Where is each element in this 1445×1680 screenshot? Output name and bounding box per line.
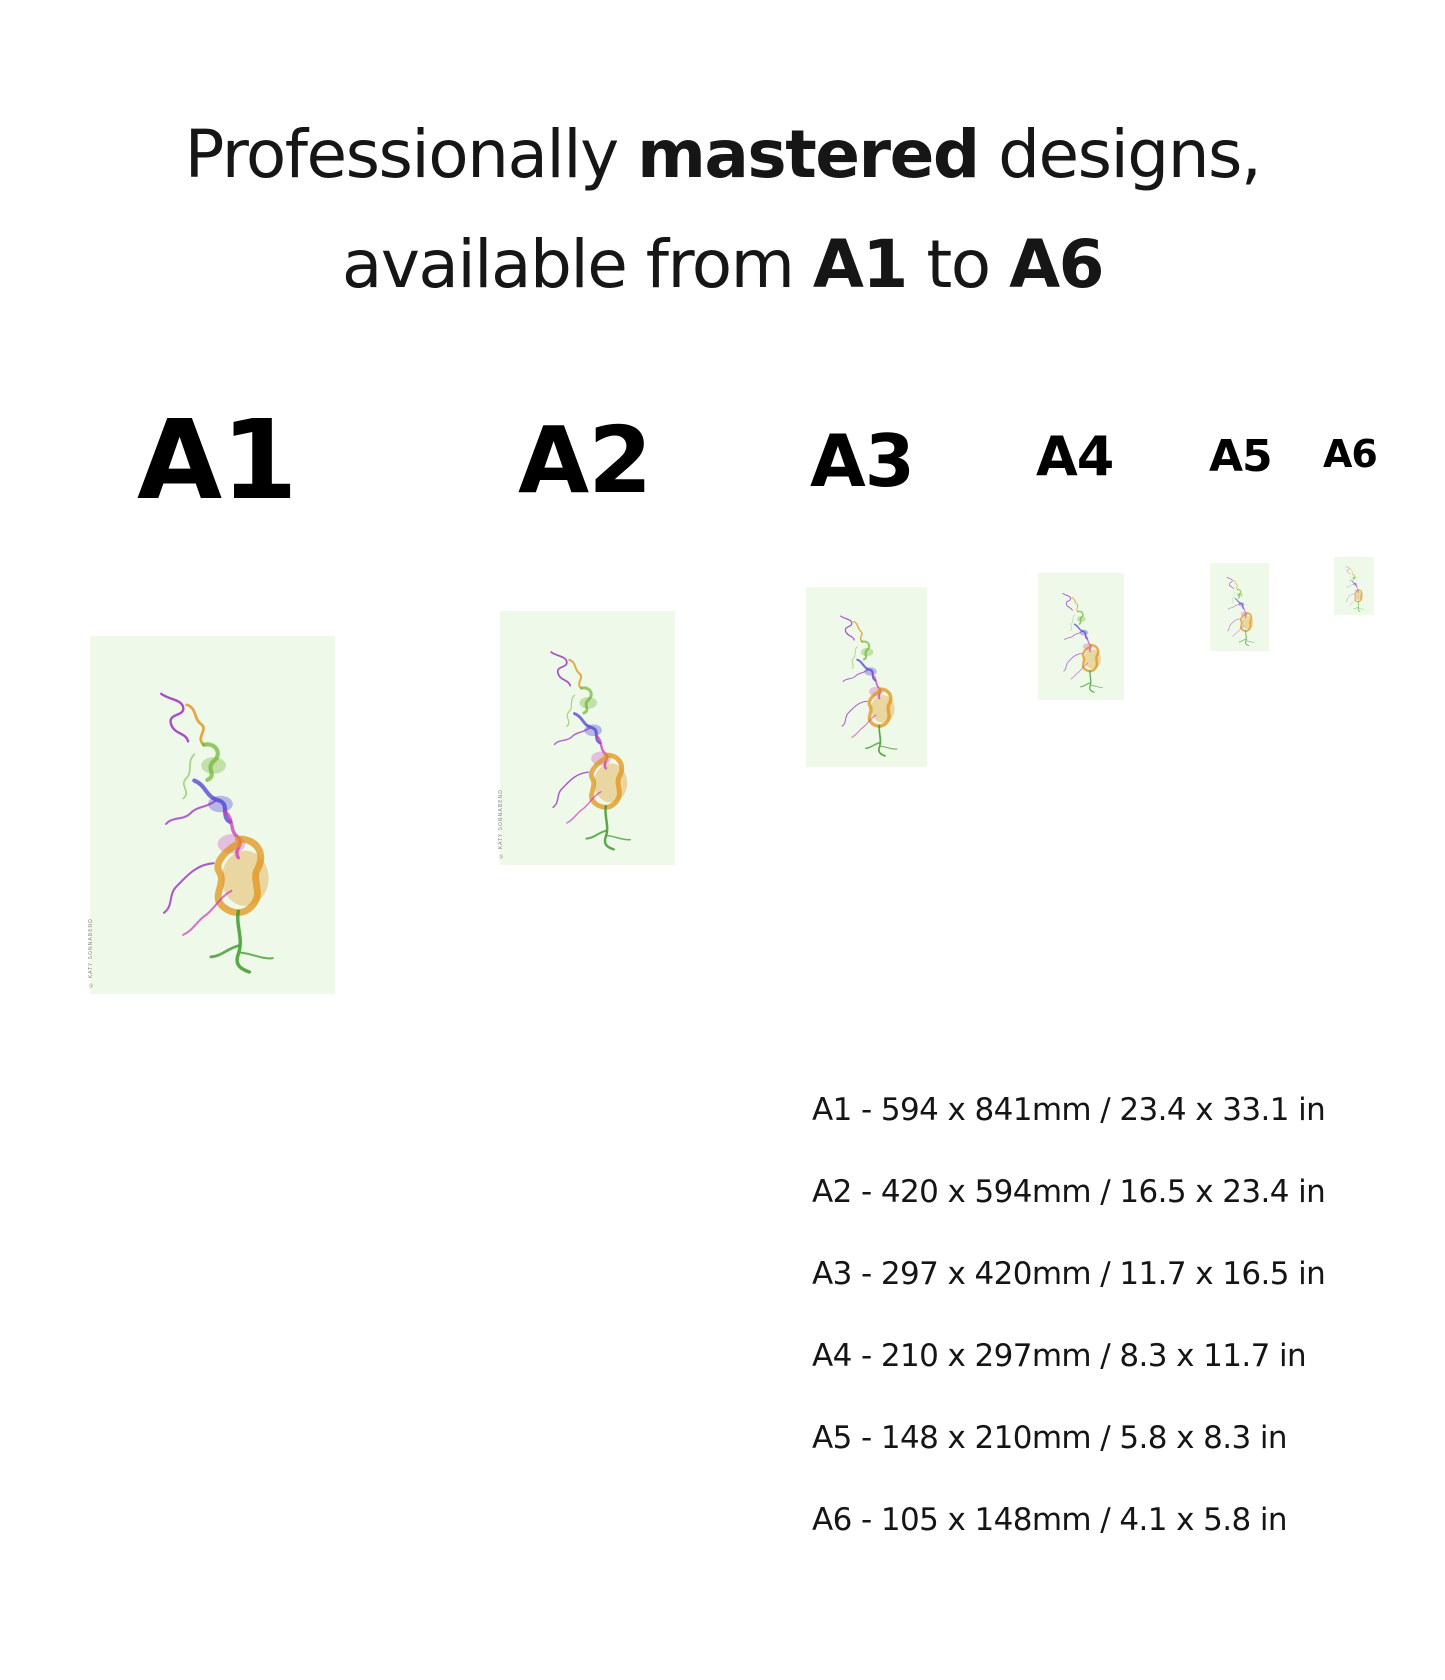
smoke-stroke <box>608 836 630 840</box>
smoke-stroke <box>1232 592 1235 603</box>
smoke-stroke <box>1227 577 1234 589</box>
smoke-stroke <box>841 616 855 640</box>
smoke-flower-artwork <box>1334 557 1374 615</box>
smoke-stroke <box>1071 663 1088 679</box>
headline-text: designs, <box>978 116 1261 193</box>
smoke-stroke <box>1358 602 1360 612</box>
headline-text: available from <box>341 226 813 303</box>
headline-text: to <box>906 226 1010 303</box>
smoke-flower-artwork <box>806 587 927 767</box>
smoke-stroke <box>852 647 858 669</box>
poster-preview-a4 <box>1038 573 1124 700</box>
smoke-stroke <box>843 670 868 681</box>
size-label-a2: A2 <box>518 407 652 514</box>
smoke-stroke <box>553 772 588 807</box>
smoke-stroke <box>1232 626 1244 637</box>
smoke-stroke <box>551 652 570 686</box>
smoke-stroke <box>1064 654 1082 672</box>
headline-line-2 <box>0 210 1445 320</box>
smoke-stroke <box>183 754 194 798</box>
size-spec-a2: A2 - 420 x 594mm / 16.5 x 23.4 in <box>812 1174 1326 1210</box>
size-spec-a6: A6 - 105 x 148mm / 4.1 x 5.8 in <box>812 1502 1287 1538</box>
smoke-stroke <box>1063 594 1073 611</box>
headline-text: Professionally <box>184 116 638 193</box>
smoke-stroke <box>605 806 614 849</box>
size-label-a5: A5 <box>1209 431 1272 482</box>
smoke-stroke <box>1072 597 1078 611</box>
smoke-stroke <box>161 694 188 742</box>
size-spec-a1: A1 - 594 x 841mm / 23.4 x 33.1 in <box>812 1092 1326 1128</box>
size-spec-a4: A4 - 210 x 297mm / 8.3 x 11.7 in <box>812 1338 1307 1374</box>
smoke-stroke <box>1228 619 1240 631</box>
smoke-stroke <box>1346 594 1354 602</box>
smoke-stroke <box>881 746 897 749</box>
smoke-stroke <box>569 660 581 688</box>
smoke-stroke <box>1346 584 1354 588</box>
smoke-stroke <box>166 801 215 824</box>
smoke-stroke <box>1065 632 1082 640</box>
smoke-stroke <box>1349 576 1351 583</box>
smoke-stroke <box>1247 641 1255 642</box>
smoke-flower-artwork <box>90 636 335 994</box>
poster-preview-a5 <box>1210 563 1269 651</box>
smoke-stroke <box>586 831 606 839</box>
size-label-a1: A1 <box>137 396 297 524</box>
headline <box>0 100 1445 320</box>
smoke-stroke <box>1354 607 1358 609</box>
poster-preview-a2 <box>500 611 675 865</box>
smoke-stroke <box>879 725 885 755</box>
smoke-stroke <box>1071 615 1075 631</box>
poster-signature: © KATY SONNABEND <box>88 918 94 988</box>
poster-signature: © KATY SONNABEND <box>498 789 504 859</box>
smoke-stroke <box>1346 566 1350 574</box>
smoke-stroke <box>183 891 231 935</box>
smoke-stroke <box>1350 568 1353 574</box>
smoke-stroke <box>164 863 214 913</box>
size-specs-list <box>812 1090 1325 1582</box>
size-label-a4: A4 <box>1036 425 1114 488</box>
smoke-stroke <box>1233 580 1237 590</box>
size-spec-a5: A5 - 148 x 210mm / 5.8 x 8.3 in <box>812 1420 1287 1456</box>
size-spec-a3: A3 - 297 x 420mm / 11.7 x 16.5 in <box>812 1256 1326 1292</box>
smoke-stroke <box>852 715 876 737</box>
smoke-stroke <box>1246 631 1249 646</box>
smoke-stroke <box>1359 608 1364 609</box>
headline-bold-text: mastered <box>637 116 979 193</box>
smoke-stroke <box>237 911 249 972</box>
smoke-flower-artwork <box>500 611 675 865</box>
smoke-stroke <box>1349 598 1357 605</box>
smoke-stroke <box>866 743 880 749</box>
smoke-stroke <box>567 695 575 726</box>
poster-preview-a3 <box>806 587 927 767</box>
size-label-a3: A3 <box>810 419 914 503</box>
headline-bold-a1: A1 <box>812 226 907 303</box>
size-label-a6: A6 <box>1323 432 1377 476</box>
poster-preview-a1 <box>90 636 335 994</box>
poster-preview-a6 <box>1334 557 1374 615</box>
smoke-stroke <box>1090 671 1094 692</box>
smoke-stroke <box>1080 683 1090 687</box>
smoke-stroke <box>241 953 273 959</box>
smoke-stroke <box>1091 685 1102 687</box>
smoke-flower-artwork <box>1038 573 1124 700</box>
smoke-flower-artwork <box>1210 563 1269 651</box>
smoke-stroke <box>854 622 863 642</box>
smoke-stroke <box>1228 604 1240 610</box>
smoke-stroke <box>555 728 590 744</box>
smoke-stroke <box>187 705 204 745</box>
smoke-stroke <box>1239 639 1246 642</box>
smoke-stroke <box>842 701 867 726</box>
smoke-stroke <box>567 792 601 823</box>
headline-line-1 <box>0 100 1445 210</box>
smoke-stroke <box>211 946 239 957</box>
headline-bold-a6: A6 <box>1009 226 1104 303</box>
